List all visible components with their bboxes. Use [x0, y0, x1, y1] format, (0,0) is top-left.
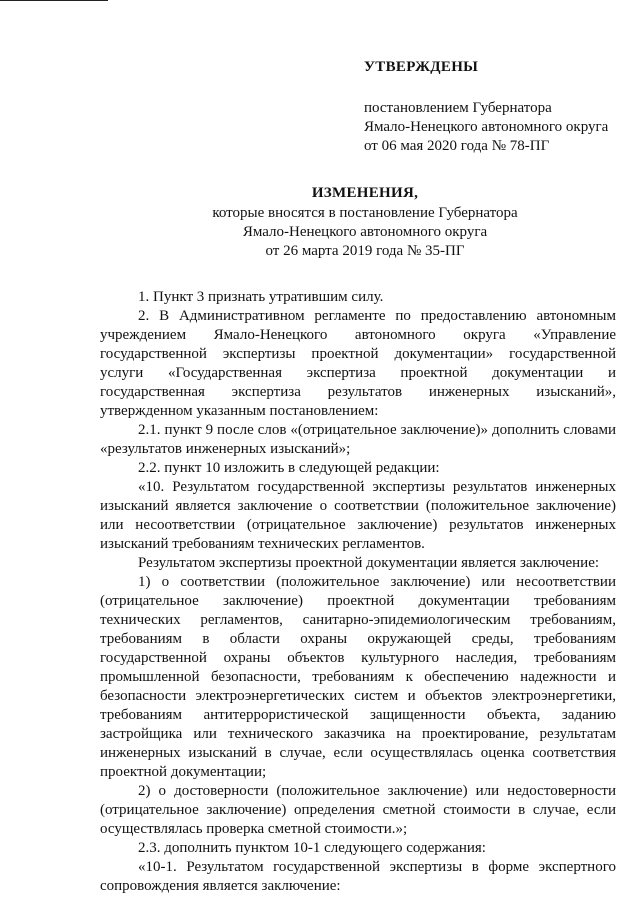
subitem-1-line: инженерных изысканий в случае, если осуществлялась оценка соответствия — [100, 745, 616, 761]
subitem-1-line: застройщика или технического заказчика на проектирование, результатам — [100, 726, 616, 742]
approval-line: постановлением Губернатора — [364, 100, 552, 116]
quote-10-line: изысканий требованиям технических регламентов. — [100, 536, 425, 552]
subitem-1-line: безопасности электроэнергетических систем и объектов электроэнергетики, — [100, 688, 616, 704]
quote-10-1 — [100, 858, 616, 896]
subitem-2-line: 2) о достоверности (положительное заключение) или недостоверности — [138, 783, 616, 799]
item-2-line: 2. В Административном регламенте по предоставлению автономным — [138, 308, 616, 324]
item-2-1 — [100, 421, 616, 459]
item-2 — [100, 307, 616, 421]
heading-line: Ямало-Ненецкого автономного округа — [242, 224, 488, 240]
item-2-line: государственная экспертиза результатов инженерных изысканий», — [100, 384, 616, 400]
document-title: ИЗМЕНЕНИЯ, — [311, 185, 419, 201]
subitem-1-line: технических регламентов, санитарно-эпидемиологическим требованиям, — [100, 612, 616, 628]
item-2-line: учреждением Ямало-Ненецкого автономного округа «Управление — [100, 327, 616, 343]
quote-10-1-line: сопровождения является заключение: — [100, 878, 341, 894]
subitem-1 — [100, 573, 616, 782]
top-left-rule — [0, 0, 108, 1]
subitem-2-line: осуществлялась проверка сметной стоимости.»; — [100, 821, 408, 837]
item-2-line: утвержденном указанным постановлением: — [100, 403, 379, 419]
item-2-3: 2.3. дополнить пунктом 10-1 следующего содержания: — [138, 840, 486, 856]
subitem-1-line: требованиям антитеррористической защищенности объекта, заданию — [100, 707, 616, 723]
item-2-1-line: «результатов инженерных изысканий»; — [100, 441, 351, 457]
document-body — [100, 288, 616, 896]
subitem-1-line: требованиям в области охраны окружающей среды, требованиям — [100, 631, 616, 647]
quote-10-line: или несоответствии (отрицательное заключение) результатов инженерных — [100, 517, 616, 533]
heading-line: от 26 марта 2019 года № 35-ПГ — [265, 243, 465, 259]
quote-10-line: «10. Результатом государственной экспертизы результатов инженерных — [138, 479, 616, 495]
subitem-1-line: промышленной безопасности, требованиям к обеспечению надежности и — [100, 669, 616, 685]
subitem-1-line: (отрицательное заключение) проектной документации требованиям — [100, 593, 616, 609]
approval-label: УТВЕРЖДЕНЫ — [364, 59, 479, 75]
item-2-line: государственной экспертизы проектной документации» государственной — [100, 346, 616, 362]
subitem-1-line: 1) о соответствии (положительное заключение) или несоответствии — [138, 574, 616, 590]
subitem-2 — [100, 782, 616, 839]
item-1: 1. Пункт 3 признать утратившим силу. — [138, 289, 384, 305]
subitem-1-line: проектной документации; — [100, 764, 267, 780]
subitem-2-line: (отрицательное заключение) определения сметной стоимости в случае, если — [100, 802, 616, 818]
result-intro: Результатом экспертизы проектной документации является заключение: — [138, 555, 600, 571]
quote-10-line: изысканий является заключение о соответствии (положительное заключение) — [100, 498, 616, 514]
quote-10 — [100, 478, 616, 554]
approval-line: Ямало-Ненецкого автономного округа — [364, 119, 609, 135]
item-2-line: услуги «Государственная экспертиза проектной документации и — [100, 365, 616, 381]
quote-10-1-line: «10-1. Результатом государственной экспертизы в форме экспертного — [138, 859, 616, 875]
document-heading — [150, 184, 580, 261]
approval-block — [364, 58, 608, 156]
item-2-2: 2.2. пункт 10 изложить в следующей редакции: — [138, 460, 440, 476]
heading-line: которые вносятся в постановление Губернатора — [212, 205, 518, 221]
item-2-1-line: 2.1. пункт 9 после слов «(отрицательное заключение)» дополнить словами — [138, 422, 616, 438]
approval-line: от 06 мая 2020 года № 78-ПГ — [364, 138, 550, 154]
subitem-1-line: государственной охраны объектов культурного наследия, требованиям — [100, 650, 616, 666]
